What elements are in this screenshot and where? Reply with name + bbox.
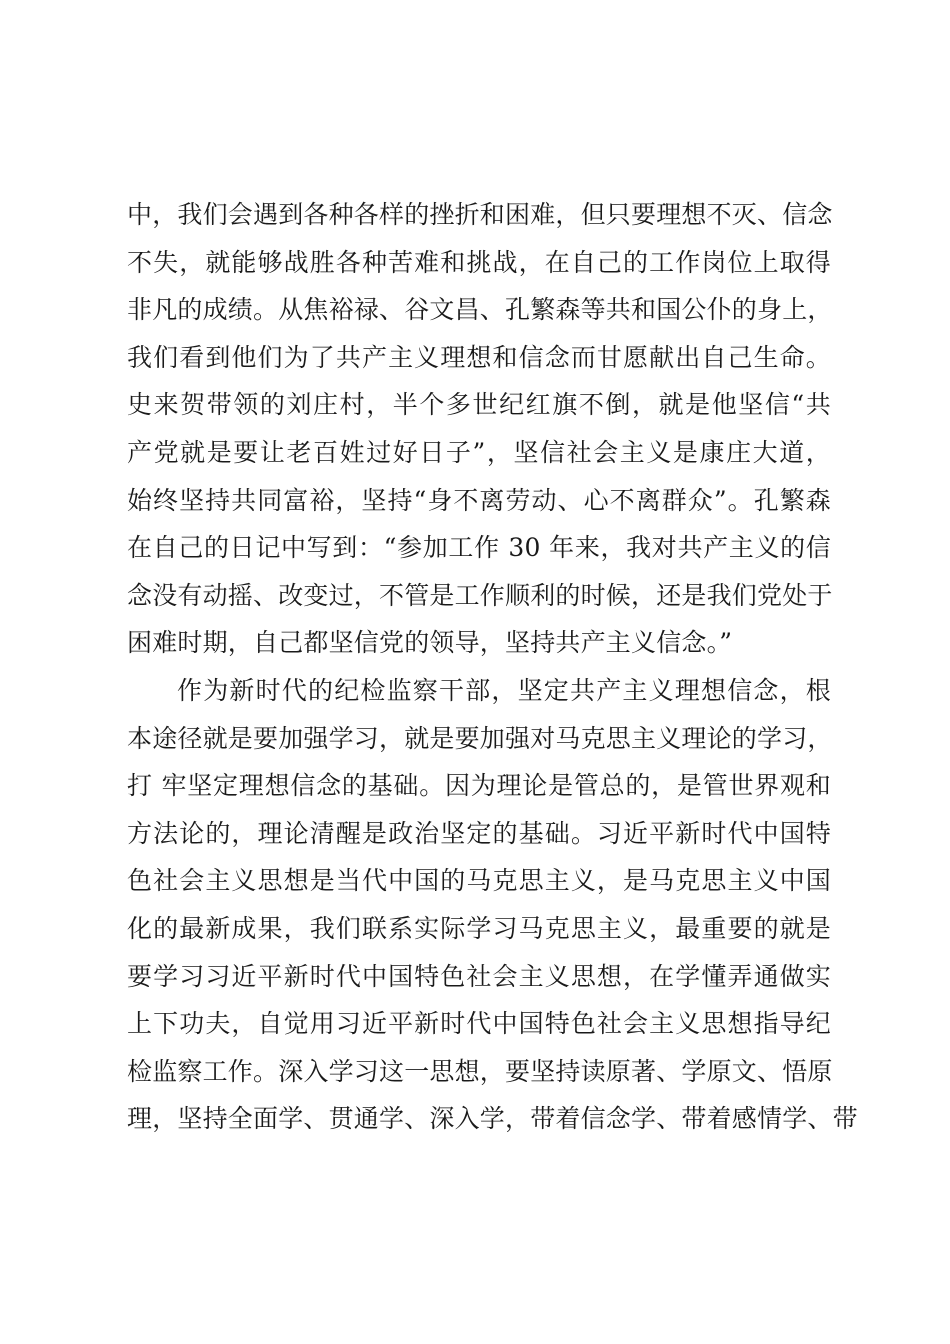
text-line: 上下功夫，自觉用习近平新时代中国特色社会主义思想指导纪 <box>127 1009 831 1039</box>
text-line: 不失，就能够战胜各种苦难和挑战，在自己的工作岗位上取得 <box>127 247 831 277</box>
body-text <box>127 191 858 1143</box>
text-line: 方法论的，理论清醒是政治坚定的基础。习近平新时代中国特 <box>127 818 831 848</box>
text-line: 本途径就是要加强学习，就是要加强对马克思主义理论的学习， <box>127 723 833 753</box>
text-line: 理，坚持全面学、贯通学、深入学，带着信念学、带着感情学、带 <box>127 1104 858 1134</box>
text-line: 中，我们会遇到各种各样的挫折和困难，但只要理想不灭、信念 <box>127 200 833 229</box>
text-line: 我们看到他们为了共产主义理想和信念而甘愿献出自己生命。 <box>127 342 831 372</box>
text-line: 史来贺带领的刘庄村，半个多世纪红旗不倒，就是他坚信“共 <box>127 390 831 420</box>
text-line: 化的最新成果，我们联系实际学习马克思主义，最重要的就是 <box>127 913 831 943</box>
text-line: 困难时期，自己都坚信党的领导，坚持共产主义信念。” <box>127 628 733 658</box>
text-line: 始终坚持共同富裕，坚持“身不离劳动、心不离群众”。孔繁森 <box>127 485 831 515</box>
text-line: 色社会主义思想是当代中国的马克思主义，是马克思主义中国 <box>127 866 831 896</box>
text-line: 打 牢坚定理想信念的基础。因为理论是管总的，是管世界观和 <box>127 771 831 801</box>
text-line: 要学习习近平新时代中国特色社会主义思想，在学懂弄通做实 <box>127 961 831 991</box>
text-line: 检监察工作。深入学习这一思想，要坚持读原著、学原文、悟原 <box>127 1056 833 1086</box>
text-line: 念没有动摇、改变过，不管是工作顺利的时候，还是我们党处于 <box>127 580 833 610</box>
text-line-paragraph-start: 作为新时代的纪检监察干部，坚定共产主义理想信念，根 <box>177 675 831 705</box>
text-line: 在自己的日记中写到：“参加工作 30 年来，我对共产主义的信 <box>127 533 831 563</box>
text-line: 产党就是要让老百姓过好日子”，坚信社会主义是康庄大道， <box>127 437 831 467</box>
text-line: 非凡的成绩。从焦裕禄、谷文昌、孔繁森等共和国公仆的身上， <box>127 295 833 325</box>
